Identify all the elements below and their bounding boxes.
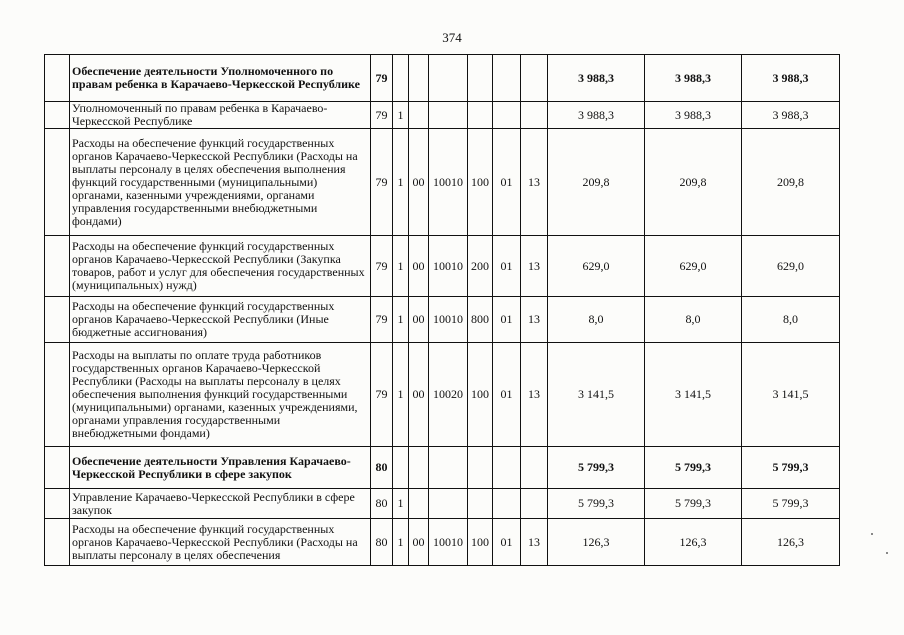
department-code: 79 (371, 236, 393, 297)
table-row (45, 519, 840, 566)
amount-year-2: 209,8 (645, 129, 742, 236)
expense-name: Управление Карачаево-Черкесской Республики в сфере закупок (70, 489, 371, 519)
section-code (393, 55, 409, 102)
expense-type-code: 800 (468, 297, 493, 343)
program-code: 00 (409, 297, 429, 343)
section-number (493, 55, 521, 102)
department-code: 79 (371, 102, 393, 129)
table-row (45, 447, 840, 489)
amount-year-2: 3 988,3 (645, 102, 742, 129)
section-code: 1 (393, 343, 409, 447)
amount-year-1: 629,0 (548, 236, 645, 297)
target-article-code (429, 55, 468, 102)
expense-name: Расходы на обеспечение функций государственных органов Карачаево-Черкесской Республики (Расходы на выплаты персоналу в целях обеспечения (70, 519, 371, 566)
row-margin-cell (45, 519, 70, 566)
amount-year-2: 3 988,3 (645, 55, 742, 102)
program-code: 00 (409, 343, 429, 447)
program-code (409, 447, 429, 489)
row-margin-cell (45, 236, 70, 297)
row-margin-cell (45, 129, 70, 236)
amount-year-2: 5 799,3 (645, 489, 742, 519)
scan-speck (871, 533, 873, 535)
table-row (45, 55, 840, 102)
section-number: 01 (493, 343, 521, 447)
target-article-code: 10010 (429, 519, 468, 566)
section-code: 1 (393, 102, 409, 129)
expense-type-code: 100 (468, 519, 493, 566)
section-number: 01 (493, 129, 521, 236)
subsection-number (521, 447, 548, 489)
table-row (45, 102, 840, 129)
expense-name: Уполномоченный по правам ребенка в Карачаево-Черкесской Республике (70, 102, 371, 129)
amount-year-3: 3 141,5 (742, 343, 840, 447)
amount-year-1: 3 141,5 (548, 343, 645, 447)
department-code: 80 (371, 519, 393, 566)
section-code: 1 (393, 236, 409, 297)
row-margin-cell (45, 102, 70, 129)
amount-year-2: 629,0 (645, 236, 742, 297)
department-code: 80 (371, 447, 393, 489)
section-code: 1 (393, 519, 409, 566)
target-article-code (429, 489, 468, 519)
row-margin-cell (45, 55, 70, 102)
amount-year-1: 5 799,3 (548, 447, 645, 489)
subsection-number: 13 (521, 343, 548, 447)
page-number: 374 (442, 30, 462, 45)
expense-type-code: 200 (468, 236, 493, 297)
expense-name: Расходы на обеспечение функций государственных органов Карачаево-Черкесской Республики (Закупка товаров, работ и услуг для обеспечения государственных (муниципальных) нужд) (70, 236, 371, 297)
subsection-number: 13 (521, 129, 548, 236)
target-article-code: 10010 (429, 236, 468, 297)
subsection-number (521, 489, 548, 519)
amount-year-1: 5 799,3 (548, 489, 645, 519)
section-code (393, 447, 409, 489)
program-code (409, 489, 429, 519)
section-code: 1 (393, 129, 409, 236)
budget-table (44, 54, 840, 566)
department-code: 79 (371, 129, 393, 236)
expense-type-code: 100 (468, 343, 493, 447)
row-margin-cell (45, 447, 70, 489)
amount-year-1: 3 988,3 (548, 55, 645, 102)
expense-name: Обеспечение деятельности Уполномоченного по правам ребенка в Карачаево-Черкесской Республике (70, 55, 371, 102)
amount-year-2: 126,3 (645, 519, 742, 566)
table-row (45, 343, 840, 447)
subsection-number (521, 55, 548, 102)
expense-type-code (468, 489, 493, 519)
expense-type-code (468, 102, 493, 129)
amount-year-2: 8,0 (645, 297, 742, 343)
table-row (45, 297, 840, 343)
expense-name: Расходы на обеспечение функций государственных органов Карачаево-Черкесской Республики (Расходы на выплаты персоналу в целях обеспечения выполнения функций государственными (муниципальными) органами, казенными учреждениями, органами управления государственными внебюджетными фондами) (70, 129, 371, 236)
amount-year-1: 3 988,3 (548, 102, 645, 129)
section-number (493, 489, 521, 519)
row-margin-cell (45, 297, 70, 343)
section-number (493, 447, 521, 489)
amount-year-3: 629,0 (742, 236, 840, 297)
section-code: 1 (393, 297, 409, 343)
section-code: 1 (393, 489, 409, 519)
table-row (45, 236, 840, 297)
amount-year-1: 8,0 (548, 297, 645, 343)
target-article-code: 10020 (429, 343, 468, 447)
target-article-code (429, 102, 468, 129)
table-row (45, 129, 840, 236)
department-code: 79 (371, 55, 393, 102)
target-article-code: 10010 (429, 297, 468, 343)
subsection-number: 13 (521, 519, 548, 566)
section-number: 01 (493, 519, 521, 566)
section-number: 01 (493, 297, 521, 343)
section-number: 01 (493, 236, 521, 297)
amount-year-1: 126,3 (548, 519, 645, 566)
program-code: 00 (409, 129, 429, 236)
department-code: 80 (371, 489, 393, 519)
section-number (493, 102, 521, 129)
amount-year-3: 8,0 (742, 297, 840, 343)
subsection-number: 13 (521, 297, 548, 343)
program-code: 00 (409, 519, 429, 566)
amount-year-2: 5 799,3 (645, 447, 742, 489)
subsection-number: 13 (521, 236, 548, 297)
amount-year-2: 3 141,5 (645, 343, 742, 447)
program-code (409, 102, 429, 129)
amount-year-3: 3 988,3 (742, 102, 840, 129)
amount-year-3: 5 799,3 (742, 489, 840, 519)
target-article-code: 10010 (429, 129, 468, 236)
department-code: 79 (371, 297, 393, 343)
amount-year-3: 5 799,3 (742, 447, 840, 489)
amount-year-3: 126,3 (742, 519, 840, 566)
expense-name: Обеспечение деятельности Управления Карачаево-Черкесской Республики в сфере закупок (70, 447, 371, 489)
program-code (409, 55, 429, 102)
table-row (45, 489, 840, 519)
row-margin-cell (45, 489, 70, 519)
target-article-code (429, 447, 468, 489)
expense-name: Расходы на обеспечение функций государственных органов Карачаево-Черкесской Республики (Иные бюджетные ассигнования) (70, 297, 371, 343)
expense-type-code: 100 (468, 129, 493, 236)
program-code: 00 (409, 236, 429, 297)
scan-speck (886, 552, 888, 554)
expense-type-code (468, 447, 493, 489)
expense-name: Расходы на выплаты по оплате труда работников государственных органов Карачаево-Черкесской Республики (Расходы на выплаты персоналу в целях обеспечения выполнения функций государственными (муниципальными) органами, казенных учреждениями, органами управления государственными внебюджетными фондами) (70, 343, 371, 447)
amount-year-3: 3 988,3 (742, 55, 840, 102)
amount-year-1: 209,8 (548, 129, 645, 236)
row-margin-cell (45, 343, 70, 447)
subsection-number (521, 102, 548, 129)
department-code: 79 (371, 343, 393, 447)
amount-year-3: 209,8 (742, 129, 840, 236)
expense-type-code (468, 55, 493, 102)
